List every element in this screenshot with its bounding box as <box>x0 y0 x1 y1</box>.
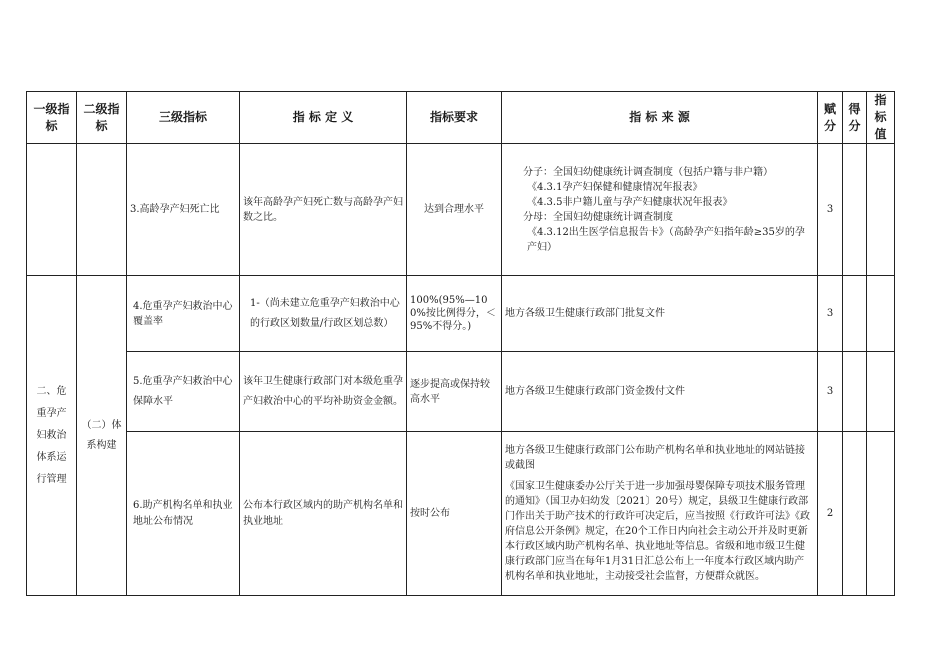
row1-source-line: 《4.3.12出生医学信息报告卡》（高龄孕产妇指年龄≥35岁的孕产妇） <box>527 226 805 253</box>
header-requirement: 指标要求 <box>407 92 502 144</box>
row2-source: 地方各级卫生健康行政部门批复文件 <box>502 276 818 352</box>
row1-source-line: 《4.3.1孕产妇保健和健康情况年报表》 <box>527 181 703 193</box>
row1-level1 <box>27 144 77 276</box>
row2-earned <box>843 276 867 352</box>
row1-source-line: 分母：全国妇幼健康统计调查制度 <box>523 211 673 223</box>
header-level3: 三级指标 <box>127 92 240 144</box>
header-level1: 一级指标 <box>27 92 77 144</box>
row4-level3: 6.助产机构名单和执业地址公布情况 <box>127 432 240 596</box>
row2-level3: 4.危重孕产妇救治中心覆盖率 <box>127 276 240 352</box>
header-value: 指标值 <box>867 92 895 144</box>
row3-value <box>867 352 895 432</box>
row3-source: 地方各级卫生健康行政部门资金拨付文件 <box>502 352 818 432</box>
row1-earned <box>843 144 867 276</box>
row4-source-para: 地方各级卫生健康行政部门公布助产机构名单和执业地址的网站链接或截图 <box>505 445 805 471</box>
row1-requirement: 达到合理水平 <box>407 144 502 276</box>
row4-requirement: 按时公布 <box>407 432 502 596</box>
header-earned: 得分 <box>843 92 867 144</box>
table-row <box>27 352 895 432</box>
row1-source-line: 分子：全国妇幼健康统计调查制度（包括户籍与非户籍） <box>523 166 773 178</box>
row1-value <box>867 144 895 276</box>
row2-score: 3 <box>818 276 843 352</box>
row1-score: 3 <box>818 144 843 276</box>
row4-earned <box>843 432 867 596</box>
header-row <box>27 92 895 144</box>
group-level2-text: （二）体系构建 <box>81 419 122 451</box>
table-row <box>27 276 895 352</box>
indicator-table <box>26 91 895 596</box>
header-score: 赋分 <box>818 92 843 144</box>
row1-definition: 该年高龄孕产妇死亡数与高龄孕产妇数之比。 <box>240 144 407 276</box>
row1-level2 <box>77 144 127 276</box>
row3-earned <box>843 352 867 432</box>
table-row <box>27 432 895 596</box>
row4-definition: 公布本行政区域内的助产机构名单和执业地址 <box>240 432 407 596</box>
table-row <box>27 144 895 276</box>
row2-requirement: 100%(95%—100%按比例得分，＜95%不得分。) <box>407 276 502 352</box>
row3-score: 3 <box>818 352 843 432</box>
header-definition: 指 标 定 义 <box>240 92 407 144</box>
row2-definition: 1-（尚未建立危重孕产妇救治中心的行政区划数量/行政区划总数） <box>240 276 407 352</box>
row1-source-line: 《4.3.5非户籍儿童与孕产妇健康状况年报表》 <box>527 196 733 208</box>
group-level2 <box>77 276 127 596</box>
header-level2: 二级指标 <box>77 92 127 144</box>
row4-score: 2 <box>818 432 843 596</box>
row4-source-para: 《国家卫生健康委办公厅关于进一步加强母婴保障专项技术服务管理的通知》（国卫办妇幼发〔2021〕20号）规定，县级卫生健康行政部门作出关于助产技术的行政许可决定后，应当按照《行政许可法》《政府信息公开条例》规定，在20个工作日内向社会主动公开并及时更新本行政区域内助产机构名单、执业地址等信息。省级和地市级卫生健康行政部门应当在每年1月31日汇总公布上一年度本行政区域内助产机构名单和执业地址，主动接受社会监督，方便群众就医。 <box>505 481 810 582</box>
row4-value <box>867 432 895 596</box>
row4-source <box>502 432 818 596</box>
group-level1-text: 二、危重孕产妇救治体系运行管理 <box>36 385 67 485</box>
row3-level3: 5.危重孕产妇救治中心保障水平 <box>127 352 240 432</box>
row3-requirement: 逐步提高或保持较高水平 <box>407 352 502 432</box>
row1-source <box>502 144 818 276</box>
row2-value <box>867 276 895 352</box>
row3-definition: 该年卫生健康行政部门对本级危重孕产妇救治中心的平均补助资金金额。 <box>240 352 407 432</box>
row1-level3: 3.高龄孕产妇死亡比 <box>127 144 240 276</box>
group-level1 <box>27 276 77 596</box>
header-source: 指 标 来 源 <box>502 92 818 144</box>
